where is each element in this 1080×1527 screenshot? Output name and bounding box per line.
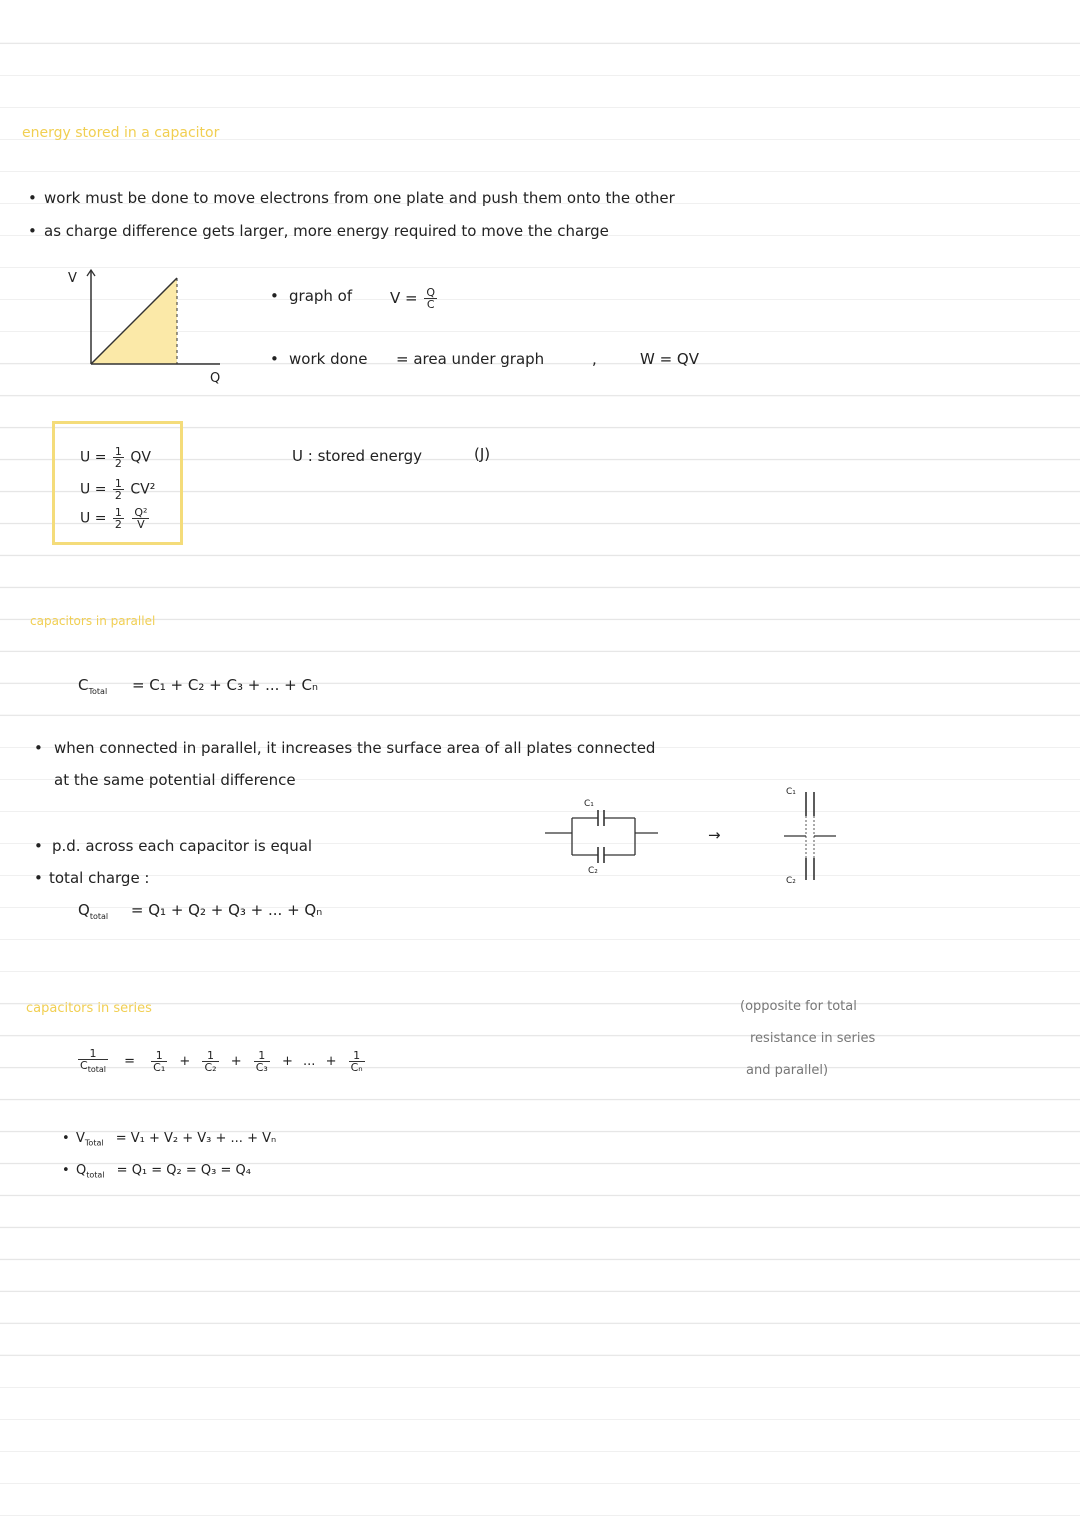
- one-over-c1: [151, 1050, 167, 1073]
- fraction-numerator: 1: [114, 506, 122, 519]
- diagram-label-c2: C₂: [588, 866, 598, 876]
- heading-energy-stored: energy stored in a capacitor: [22, 125, 220, 141]
- fraction-denominator: [78, 1060, 108, 1075]
- bullet-dot: •: [62, 1163, 70, 1178]
- fraction-denominator: C₁: [153, 1061, 166, 1075]
- c-symbol: C: [78, 676, 89, 694]
- plus-sign: +: [281, 1054, 293, 1070]
- arrow-icon: →: [708, 826, 721, 844]
- graph-of-text: graph of: [289, 287, 353, 305]
- formula-u-half-q2-over-v: [80, 507, 151, 530]
- one-over-cn: [349, 1050, 365, 1073]
- fraction-numerator: 1: [349, 1050, 365, 1062]
- graph-x-label: Q: [210, 371, 221, 386]
- bullet-dot: •: [270, 350, 279, 368]
- q2-over-v-fraction: [132, 507, 149, 530]
- parallel-bullet-3: total charge :: [49, 869, 150, 887]
- diagram-label-c2-combined: C₂: [786, 876, 796, 886]
- bullet-dot: •: [62, 1131, 70, 1146]
- fraction-numerator: 1: [151, 1050, 167, 1062]
- fraction-numerator: Q: [426, 286, 436, 299]
- energy-bullet-1: work must be done to move electrons from one plate and push them onto the other: [44, 189, 675, 207]
- comma: ,: [592, 350, 597, 368]
- q-total-sum: = Q₁ + Q₂ + Q₃ + ... + Qₙ: [130, 901, 323, 919]
- c-symbol: C: [80, 1059, 88, 1072]
- plus-sign: +: [230, 1054, 242, 1070]
- half-fraction: [113, 478, 124, 501]
- formula-rhs: CV²: [130, 481, 156, 498]
- diagram-label-c1: C₁: [584, 799, 594, 809]
- side-note-line-2: resistance in series: [750, 1031, 876, 1046]
- fraction-denominator: C₂: [204, 1061, 217, 1075]
- fraction-numerator: 1: [114, 445, 122, 458]
- q-total-equal: = Q₁ = Q₂ = Q₃ = Q₄: [116, 1163, 251, 1178]
- work-formula: W = QV: [640, 350, 700, 368]
- q-subscript: total: [86, 1170, 105, 1180]
- diagram-label-c1-combined: C₁: [786, 787, 796, 797]
- heading-capacitors-parallel: capacitors in parallel: [30, 614, 156, 628]
- fraction-numerator: 1: [202, 1050, 218, 1062]
- parallel-bullet-1-line-2: at the same potential difference: [54, 771, 296, 789]
- formula-lhs: U =: [80, 510, 107, 527]
- one-over-c3: [254, 1050, 270, 1073]
- bullet-dot: •: [28, 222, 37, 240]
- fraction-numerator: Q²: [134, 506, 148, 519]
- one-over-c2: [202, 1050, 218, 1073]
- series-reciprocal-formula: [76, 1048, 367, 1075]
- fraction-denominator: C₃: [255, 1061, 268, 1075]
- c-subscript: total: [87, 1065, 106, 1075]
- fraction-numerator: 1: [78, 1048, 108, 1060]
- bullet-dot: •: [28, 189, 37, 207]
- c-total-parallel-formula: [78, 676, 318, 701]
- formula-rhs: QV: [130, 449, 151, 466]
- u-unit: (J): [474, 445, 491, 463]
- q-total-series-formula: [76, 1162, 251, 1185]
- bullet-dot: •: [34, 837, 43, 855]
- v-equals-q-over-c: [390, 287, 439, 310]
- plus-sign: +: [325, 1054, 337, 1070]
- v-symbol: V: [76, 1131, 85, 1146]
- formula-lhs: U =: [80, 481, 107, 498]
- fraction-denominator: Cₙ: [350, 1061, 363, 1075]
- half-fraction: [113, 507, 124, 530]
- v-subscript: Total: [84, 1138, 104, 1148]
- formula-u-half-cv2: [80, 478, 155, 501]
- fraction-denominator: 2: [114, 489, 122, 502]
- formula-lhs: U =: [80, 449, 107, 466]
- side-note-line-1: (opposite for total: [740, 999, 857, 1014]
- heading-capacitors-series: capacitors in series: [26, 1001, 152, 1016]
- half-fraction: [113, 446, 124, 469]
- graph-y-label: V: [68, 271, 77, 286]
- parallel-bullet-2: p.d. across each capacitor is equal: [52, 837, 313, 855]
- voltage-charge-graph: [60, 266, 230, 386]
- u-definition: U : stored energy: [292, 447, 423, 465]
- parallel-capacitors-diagram: [540, 800, 660, 880]
- v-total-sum: = V₁ + V₂ + V₃ + ... + Vₙ: [115, 1131, 277, 1146]
- v-equals: V =: [390, 289, 418, 307]
- bullet-dot: •: [34, 739, 43, 757]
- q-total-parallel-formula: [78, 901, 322, 926]
- q-symbol: Q: [78, 901, 90, 919]
- area-under-graph-text: = area under graph: [396, 350, 545, 368]
- formula-u-half-qv: [80, 446, 151, 469]
- equals-sign: =: [124, 1054, 136, 1070]
- work-done-text: work done: [289, 350, 368, 368]
- parallel-bullet-1-line-1: when connected in parallel, it increases the surface area of all plates connected: [54, 739, 656, 757]
- ellipsis: ...: [303, 1054, 316, 1070]
- plus-sign: +: [179, 1054, 191, 1070]
- energy-bullet-2: as charge difference gets larger, more energy required to move the charge: [44, 222, 609, 240]
- c-total-sum: = C₁ + C₂ + C₃ + ... + Cₙ: [131, 676, 318, 694]
- fraction-denominator: V: [137, 518, 145, 531]
- fraction-numerator: 1: [114, 477, 122, 490]
- q-over-c-fraction: [424, 287, 437, 310]
- v-total-series-formula: [76, 1130, 276, 1153]
- q-symbol: Q: [76, 1163, 87, 1178]
- c-subscript: Total: [88, 687, 108, 696]
- fraction-denominator: 2: [114, 457, 122, 470]
- combined-capacitor-diagram: [780, 788, 840, 883]
- one-over-c-total: [78, 1048, 108, 1075]
- fraction-denominator: 2: [114, 518, 122, 531]
- bullet-dot: •: [270, 287, 279, 305]
- q-subscript: total: [89, 912, 109, 921]
- bullet-dot: •: [34, 869, 43, 887]
- side-note-line-3: and parallel): [746, 1063, 829, 1078]
- fraction-denominator: C: [426, 298, 435, 311]
- fraction-numerator: 1: [254, 1050, 270, 1062]
